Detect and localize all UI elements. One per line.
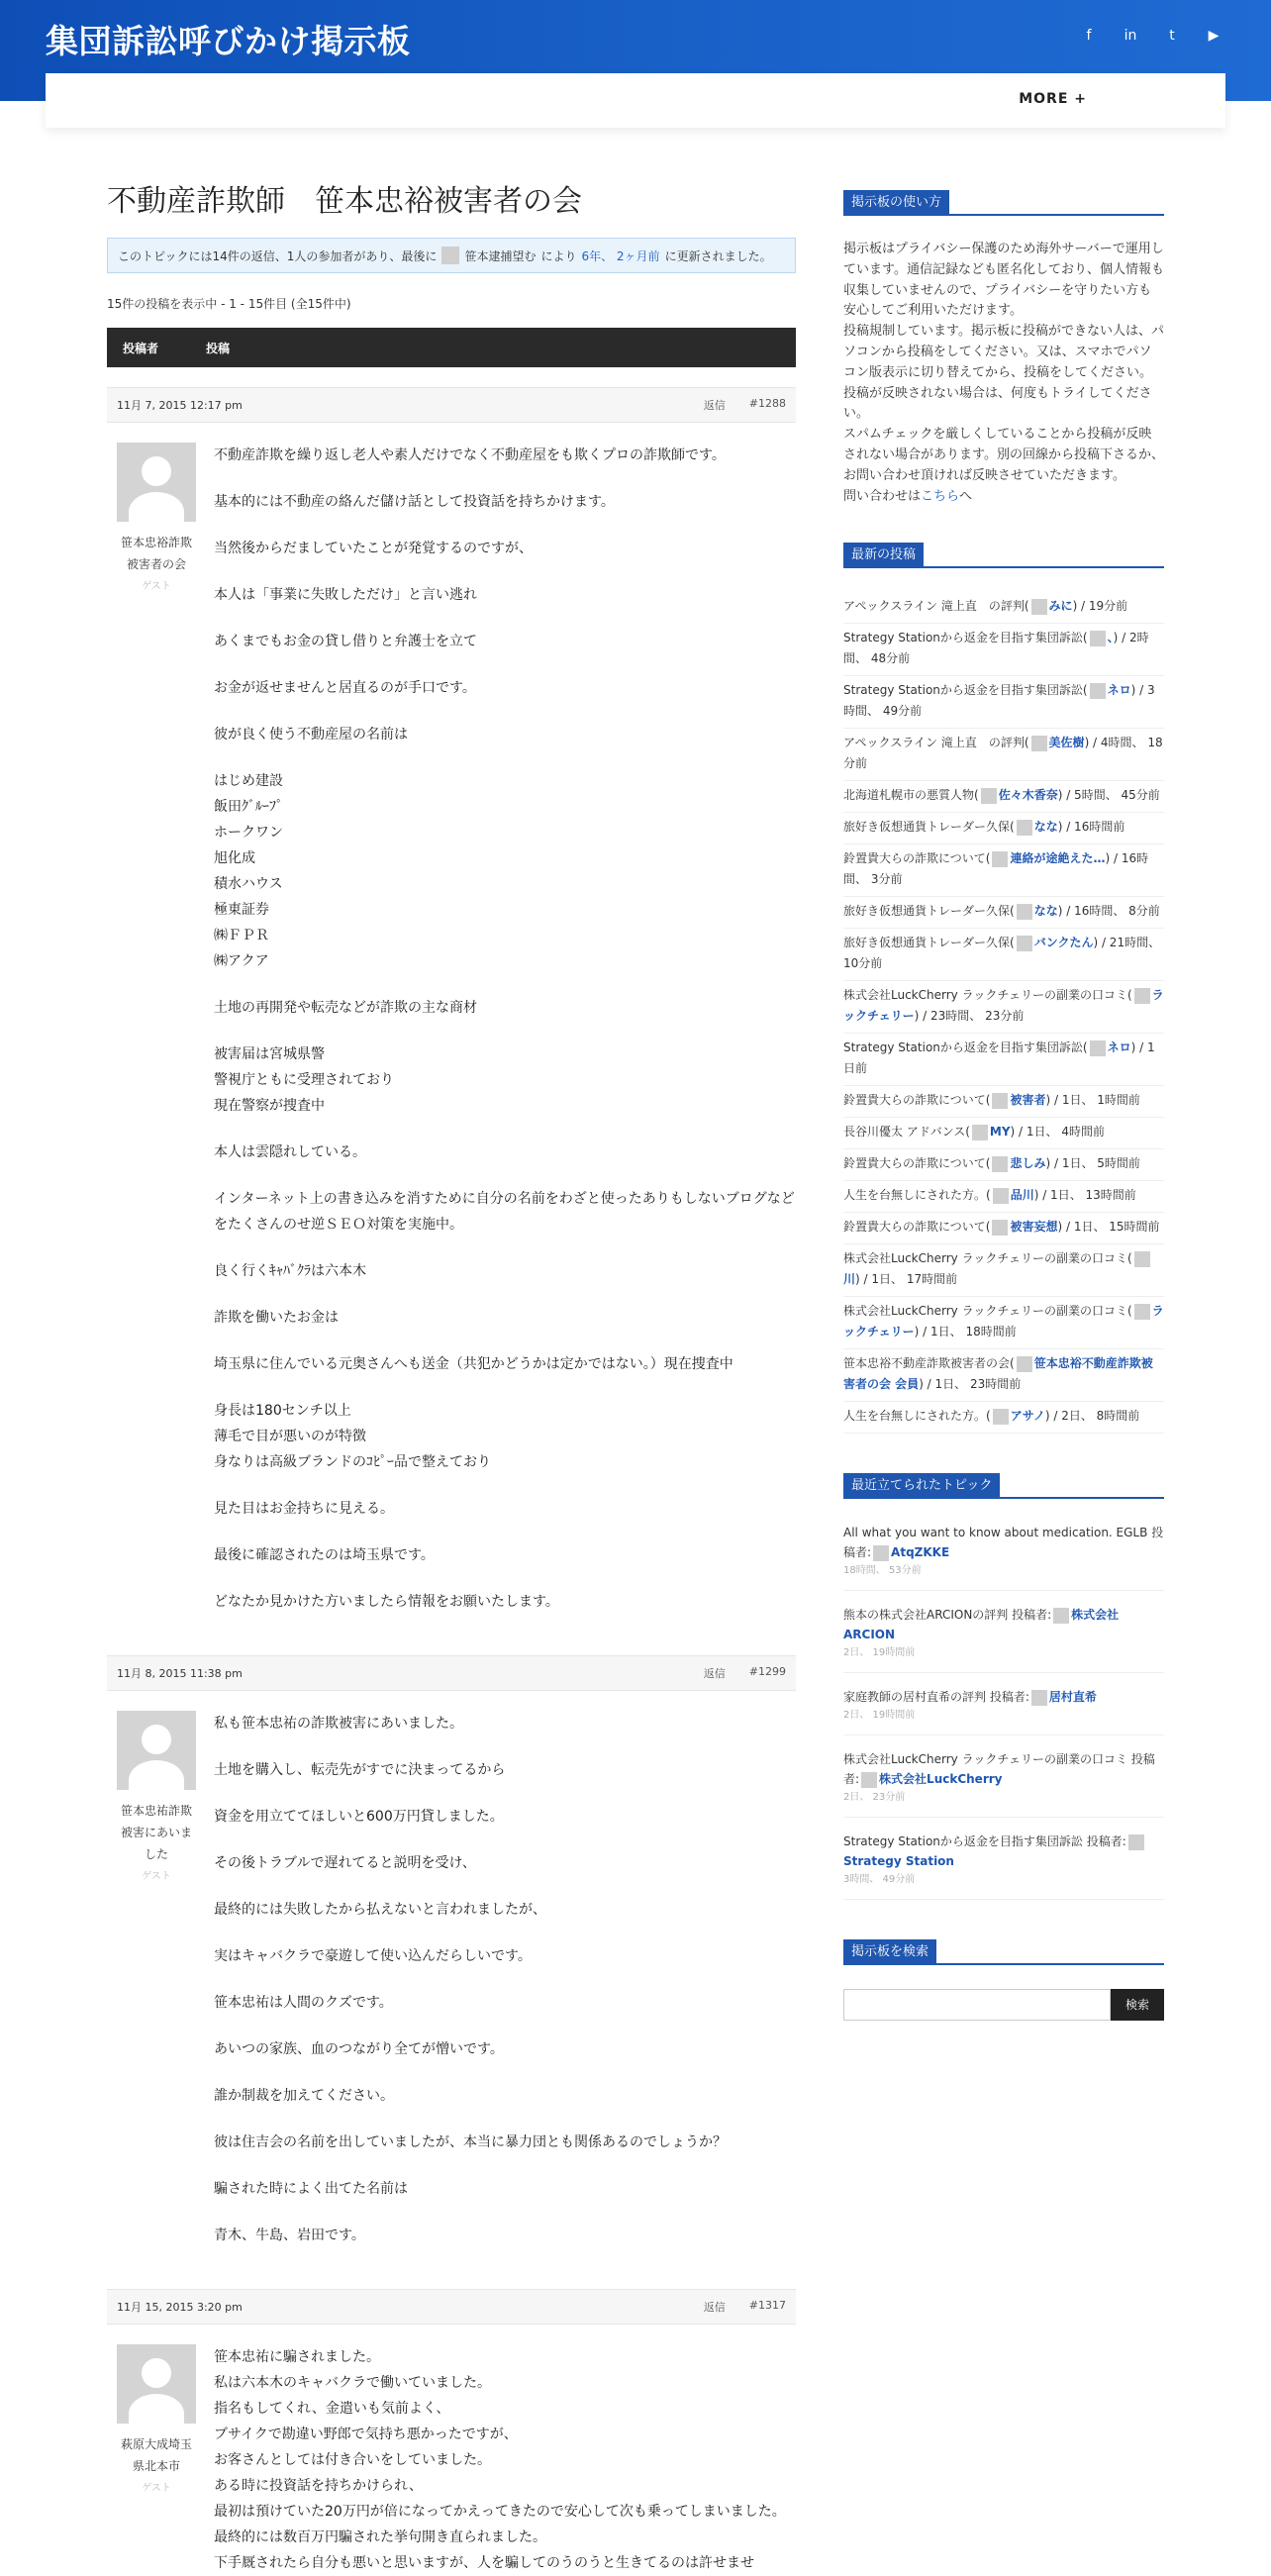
recent-post-item [843,929,1164,981]
recent-post-time: ) / 1日、 18時間前 [914,1325,1017,1339]
recent-post-topic[interactable]: 旅好き仮想通貨トレーダー久保( [843,936,1015,950]
post-paragraph: 最終的には数百万円騙された挙句開き直られました。 [214,2529,546,2545]
user-avatar [1031,599,1047,615]
post-count: 15件の投稿を表示中 - 1 - 15件目 (全15件中) [107,297,351,311]
post-paragraph: 下手厩されたら自分も悪いと思いますが、人を騙してのうのうと生きてるのは許せませ [214,2555,754,2571]
recent-post-user[interactable]: なな [1033,820,1058,835]
reply-link[interactable]: 返信 [703,399,726,412]
recent-post-user[interactable]: バンクたん [1033,936,1094,950]
recent-post-topic[interactable]: 旅好き仮想通貨トレーダー久保( [843,820,1015,835]
recent-post-time: ) / 1日、 15時間前 [1057,1220,1160,1235]
avatar[interactable] [117,443,196,522]
post-paragraph: 不動産詐欺を繰り返し老人や素人だけでなく不動産屋をも欺くプロの詐欺師です。 [214,447,726,463]
recent-post-time: ) / 2日、 8時間前 [1044,1409,1140,1424]
recent-topic-title[interactable]: Strategy Stationから返金を目指す集団訴訟 [843,1834,1083,1849]
user-avatar [1090,683,1106,699]
recent-post-user[interactable]: みに [1048,599,1073,614]
recent-post-item [843,897,1164,929]
topic-info-time[interactable]: 6年、 2ヶ月前 [581,248,660,263]
recent-post-item [843,1149,1164,1181]
reply-link[interactable]: 返信 [703,2301,726,2314]
post-date: 11月 7, 2015 12:17 pm [117,399,243,412]
recent-post-topic[interactable]: 旅好き仮想通貨トレーダー久保( [843,904,1015,919]
recent-post-time: ) / 1日、 17時間前 [855,1272,958,1287]
post-paragraph: お客さんとしては付き合いをしていました。 [214,2452,491,2468]
post [107,443,796,1635]
post-paragraph: 最後に確認されたのは埼玉県です。 [214,1547,435,1563]
search-form [843,1989,1164,2021]
recent-post-user[interactable]: ネロ [1107,683,1131,698]
recent-post-user[interactable]: ラックチェリー [843,988,1164,1024]
recent-post-time: ) / 3時間、 49分前 [843,683,1155,719]
post-paragraph: 最初は預けていた20万円が倍になってかえってきたので安心して次も乗ってしまいました。 [214,2504,786,2520]
post-paragraph: あくまでもお金の貸し借りと弁護士を立て [214,634,477,649]
recent-post-user[interactable]: ネロ [1107,1040,1131,1055]
recent-post-topic[interactable]: 鈴置貴大らの詐欺について( [843,1220,991,1235]
user-avatar [972,1125,988,1140]
user-avatar [992,1156,1008,1172]
post-paragraph: その後トラブルで遅れてると説明を受け、 [214,1855,476,1871]
post-meta [107,387,796,423]
recent-post-topic[interactable]: 人生を台無しにされた方。( [843,1409,991,1424]
post-paragraph: どなたか見かけた方いましたら情報をお願いたします。 [214,1594,559,1610]
user-avatar [1090,631,1106,646]
col-post: 投稿 [206,341,231,355]
recent-topic-by: 投稿者: [1086,1834,1126,1849]
facebook-icon[interactable]: f [1086,28,1092,44]
recent-post-topic[interactable]: Strategy Stationから返金を目指す集団訴訟( [843,683,1088,698]
topic-title: 不動産詐欺師 笹本忠裕被害者の会 [107,184,582,219]
recent-topic-item [843,1605,1164,1673]
recent-post-topic[interactable]: 鈴置貴大らの詐欺について( [843,851,991,866]
recent-post-user[interactable]: 悲しみ [1010,1156,1046,1171]
avatar[interactable] [117,2344,196,2424]
post-paragraph: 彼は住吉会の名前を出していましたが、本当に暴力団とも関係あるのでしょうか？ [214,2134,727,2150]
recent-topics-title: 最近立てられたトピック [843,1473,1000,1499]
sidebar [843,190,1164,2021]
post [107,1711,796,2269]
topic-info-by: により [540,248,577,263]
recent-post-user[interactable]: 川 [843,1272,856,1287]
recent-post-item [843,813,1164,844]
howto-widget-header [843,190,1164,216]
recent-topic-time: 2日、 19時間前 [843,1710,916,1722]
post-author [107,2344,206,2576]
recent-post-time: ) / 1日、 5時間前 [1045,1156,1140,1171]
user-avatar [1031,1690,1047,1706]
recent-post-item [843,1297,1164,1349]
recent-post-topic[interactable]: 笹本忠裕不動産詐欺被害者の会( [843,1356,1015,1371]
recent-post-topic[interactable]: 鈴置貴大らの詐欺について( [843,1156,991,1171]
post-meta [107,2289,796,2325]
post-paragraph: お金が返せませんと居直るのが手口です。 [214,680,476,696]
post-paragraph: 身長は180センチ以上 薄毛で目が悪いのが特徴 身なりは高級ブランドのｺﾋﾟｰ品で整えており [214,1403,491,1470]
recent-posts-title: 最新の投稿 [843,543,924,568]
contact-link[interactable]: こちら [921,488,960,504]
post-content [206,2344,796,2576]
post-paragraph: 見た目はお金持ちに見える。 [214,1501,394,1517]
recent-post-topic[interactable]: 長谷川優太 アドバンス( [843,1125,970,1139]
recent-post-user[interactable]: 、 [1107,631,1114,645]
post-paragraph: 誰か制裁を加えてください。 [214,2088,394,2104]
post-content [206,1711,796,2269]
post-paragraph: はじめ建設 飯田ｸﾞﾙｰﾌﾟ ホークワン 旭化成 積水ハウス 極東証券 ㈱ＦＰＲ ㈱アクア [214,773,283,969]
recent-post-topic[interactable]: Strategy Stationから返金を目指す集団訴訟( [843,1040,1088,1055]
recent-post-time: ) / 2時間、 48分前 [843,631,1149,666]
post-paragraph: 笹本忠祐は人間のクズです。 [214,1995,393,2011]
author-role: ゲスト [142,581,171,592]
recent-post-time: ) / 16時間、 8分前 [1057,904,1160,919]
post-meta [107,1655,796,1691]
twitter-icon[interactable]: t [1169,28,1175,44]
recent-post-item [843,1118,1164,1149]
recent-post-topic[interactable]: 北海道札幌市の悪質人物( [843,788,979,803]
recent-post-user[interactable]: 連絡が途絶えた… [1010,851,1106,866]
search-widget-header [843,1939,1164,1965]
post-paragraph: 騙された時によく出てた名前は [214,2181,408,2197]
recent-post-user[interactable]: アサノ [1010,1409,1045,1424]
recent-post-topic[interactable]: Strategy Stationから返金を目指す集団訴訟( [843,631,1088,645]
recent-posts-header [843,543,1164,568]
recent-post-time: ) / 23時間、 23分前 [914,1009,1025,1024]
author-role: ゲスト [142,1871,171,1882]
recent-topic-title[interactable]: 家庭教師の居村直希の評判 [843,1690,987,1705]
recent-topic-user[interactable]: 株式会社ARCION [843,1608,1120,1642]
recent-post-user[interactable]: 美佐樹 [1048,736,1085,750]
post-paragraph: 笹本忠祐に騙されました。 [214,2349,380,2365]
recent-post-item [843,1034,1164,1086]
recent-post-time: ) / 19分前 [1072,599,1128,614]
post-paragraph: 本人は「事業に失敗しただけ」と言い逃れ [214,587,477,603]
recent-post-topic[interactable]: 株式会社LuckCherry ラックチェリーの副業の口コミ( [843,1251,1132,1266]
user-avatar [993,1188,1009,1204]
post-paragraph: 当然後からだましていたことが発覚するのですが、 [214,541,533,556]
recent-post-user[interactable]: ラックチェリー [843,1304,1164,1339]
recent-post-time: ) / 1日、 4時間前 [1010,1125,1105,1139]
author-name[interactable]: 笹本忠祐詐欺被害にあいました [120,1804,192,1861]
user-avatar [1017,820,1032,836]
post-id-link[interactable]: #1299 [748,1665,786,1678]
recent-topic-user[interactable]: 株式会社LuckCherry [879,1772,1003,1787]
recent-post-item [843,1181,1164,1213]
recent-post-item [843,592,1164,624]
recent-post-item [843,729,1164,781]
recent-post-item [843,676,1164,729]
recent-topic-by: 投稿者: [1012,1608,1052,1623]
post-paragraph: 土地の再開発や転売などが詐欺の主な商材 [214,1000,477,1016]
user-avatar [993,1409,1009,1425]
recent-post-time: ) / 1日、 23時間前 [919,1377,1022,1392]
recent-topics-list [843,1523,1164,1900]
recent-post-time: ) / 16時間、 3分前 [843,851,1149,887]
user-avatar [1134,1304,1150,1320]
topic-info-user[interactable]: 笹本逮捕望む [464,248,537,263]
recent-post-item [843,981,1164,1034]
post-id-link[interactable]: #1288 [748,397,786,410]
search-button[interactable]: 検索 [1111,1989,1164,2021]
howto-widget-title: 掲示板の使い方 [843,190,949,216]
recent-topic-time: 2日、 23分前 [843,1792,906,1804]
topic-info-end: に更新されました。 [664,248,772,263]
post-author [107,1711,206,2269]
recent-post-user[interactable]: 被害妄想 [1010,1220,1058,1235]
recent-post-topic[interactable]: 株式会社LuckCherry ラックチェリーの副業の口コミ( [843,988,1132,1003]
search-input[interactable] [843,1989,1111,2021]
user-avatar [1134,988,1150,1004]
contact-suffix: へ [959,488,973,504]
post-paragraph: インターネット上の書き込みを消すために自分の名前をわざと使ったありもしないブログなどをたくさんのせ逆ＳＥＯ対策を実施中。 [214,1191,795,1233]
post-paragraph: 最終的には失敗したから払えないと言われましたが、 [214,1902,546,1918]
author-name[interactable]: 笹本忠裕詐欺被害者の会 [120,536,192,571]
recent-topic-time: 3時間、 49分前 [843,1874,916,1886]
recent-topic-user[interactable]: 居村直希 [1048,1690,1097,1705]
posts-table-header [107,328,796,367]
recent-post-user[interactable]: MY [989,1125,1011,1139]
recent-post-item [843,844,1164,897]
recent-post-user[interactable]: 笹本忠裕不動産詐欺被害者の会 会員 [843,1356,1153,1392]
reply-link[interactable]: 返信 [703,1667,726,1680]
recent-topic-item [843,1749,1164,1818]
user-avatar [1017,1356,1032,1372]
recent-post-topic[interactable]: 人生を台無しにされた方。( [843,1188,991,1203]
recent-topic-by: 投稿者: [989,1690,1029,1705]
recent-topic-title[interactable]: 株式会社LuckCherry ラックチェリーの副業の口コミ [843,1752,1127,1767]
user-avatar [861,1772,877,1788]
avatar[interactable] [117,1711,196,1790]
post-paragraph: 埼玉県に住んでいる元奥さんへも送金（共犯かどうかは定かではない。）現在捜査中 [214,1356,733,1372]
recent-topic-item [843,1523,1164,1591]
post [107,2344,796,2576]
post-author [107,443,206,1635]
recent-post-time: ) / 5時間、 45分前 [1057,788,1160,803]
recent-post-time: ) / 4時間、 18分前 [843,736,1163,771]
author-name[interactable]: 萩原大成埼玉県北本市 [120,2437,192,2473]
recent-post-item [843,1244,1164,1297]
posts-list [107,387,796,2576]
post-paragraph: 基本的には不動産の絡んだ儲け話として投資話を持ちかけます。 [214,494,615,510]
author-role: ゲスト [142,2483,171,2494]
post-date: 11月 8, 2015 11:38 pm [117,1667,243,1680]
user-avatar [981,788,997,804]
recent-post-topic[interactable]: アペックスライン 滝上直 の評判( [843,736,1029,750]
post-paragraph: 資金を用立ててほしいと600万円貸しました。 [214,1809,504,1825]
recent-post-item [843,1349,1164,1402]
topic-info-text: このトピックには14件の返信、1人の参加者があり、最後に [118,248,438,263]
post-paragraph: 本人は雲隠れしている。 [214,1144,366,1160]
recent-post-time: ) / 21時間、 10分前 [843,936,1161,971]
post-paragraph: 実はキャバクラで豪遊して使い込んだらしいです。 [214,1948,532,1964]
contact-prefix: 問い合わせは [843,488,922,504]
recent-topic-item [843,1832,1164,1900]
user-avatar [1090,1040,1106,1056]
contact-line [843,487,1164,508]
recent-topic-title[interactable]: 熊本の株式会社ARCIONの評判 [843,1608,1009,1623]
recent-post-item [843,781,1164,813]
post-date: 11月 15, 2015 3:20 pm [117,2301,243,2314]
user-avatar [1017,904,1032,920]
recent-post-time: ) / 1日、 13時間前 [1033,1188,1136,1203]
post-paragraph: 良く行くｷｬﾊﾞｸﾗは六本木 [214,1263,366,1279]
recent-post-time: ) / 16時間前 [1057,820,1125,835]
post-paragraph: ある時に投資話を持ちかけられ、 [214,2478,423,2494]
recent-topic-time: 2日、 19時間前 [843,1647,916,1659]
nav-bar [46,73,1225,128]
recent-post-item [843,1213,1164,1244]
recent-topic-user[interactable]: AtqZKKE [891,1545,950,1560]
post-paragraph: 被害届は宮城県警 警視庁ともに受理されており 現在警察が捜査中 [214,1046,394,1114]
recent-topic-item [843,1687,1164,1735]
recent-topic-user[interactable]: Strategy Station [843,1854,954,1869]
user-avatar [1134,1251,1150,1267]
recent-post-user[interactable]: 被害者 [1010,1093,1046,1108]
youtube-icon[interactable]: ▶ [1208,28,1220,44]
post-content [206,443,796,1635]
recent-posts-list [843,592,1164,1434]
main-content [107,176,796,2576]
recent-post-user[interactable]: 佐々木香奈 [998,788,1058,803]
user-avatar [873,1545,889,1561]
recent-post-time: ) / 1日前 [843,1040,1155,1076]
post-paragraph: 私は六本木のキャバクラで働いていました。 [214,2375,491,2391]
recent-post-user[interactable]: 品川 [1010,1188,1034,1203]
recent-post-user[interactable]: なな [1033,904,1058,919]
recent-post-topic[interactable]: 株式会社LuckCherry ラックチェリーの副業の口コミ( [843,1304,1132,1319]
search-widget-title: 掲示板を検索 [843,1939,936,1965]
col-author: 投稿者 [123,341,159,355]
recent-topic-by: 投稿者: [843,1526,1164,1560]
howto-body: 掲示板はプライバシー保護のため海外サーバーで運用しています。通信記録なども匿名化しており、個人情報も収集していませんので、プライバシーを守りたい方も安心してご利用いただけます。 投稿規制しています。掲示板に投稿ができない人は、パソコンから投稿をしてください。又は、スマホでパソコン版表示に切り替えてから、投稿をしてください。 投稿が反映されない場合は、何度もトライしてください。 スパムチェックを厳しくしていることから投稿が反映されない場合があります。別の回線から投稿下さるか、お問い合わせ頂ければ反映させていただきます。 [843,242,1164,483]
recent-topic-time: 18時間、 53分前 [843,1565,922,1577]
user-avatar [1128,1834,1144,1850]
recent-topics-header [843,1473,1164,1499]
howto-text [843,240,1164,507]
recent-post-topic[interactable]: アペックスライン 滝上直 の評判( [843,599,1029,614]
post-paragraph: 私も笹本忠祐の詐欺被害にあいました。 [214,1716,463,1732]
user-avatar [441,247,459,264]
post-paragraph: 土地を購入し、転売先がすでに決まってるから [214,1762,506,1778]
post-paragraph: 彼が良く使う不動産屋の名前は [214,727,408,743]
site-title[interactable]: 集団訴訟呼びかけ掲示板 [46,22,411,60]
post-id-link[interactable]: #1317 [748,2299,786,2312]
recent-post-topic[interactable]: 鈴置貴大らの詐欺について( [843,1093,991,1108]
recent-topic-by: 投稿者: [843,1752,1155,1787]
post-paragraph: あいつの家族、血のつながり全てが憎いです。 [214,2041,504,2057]
linkedin-icon[interactable]: in [1124,28,1137,44]
topic-info-notice [107,238,796,273]
user-avatar [992,1093,1008,1109]
user-avatar [1053,1608,1069,1624]
more-menu-button[interactable]: MORE + [1019,91,1087,107]
post-paragraph: 青木、牛島、岩田です。 [214,2228,365,2243]
user-avatar [992,1220,1008,1236]
recent-post-item [843,1402,1164,1434]
recent-topic-title[interactable]: All what you want to know about medication. EGLB [843,1526,1148,1540]
recent-post-item [843,624,1164,676]
user-avatar [1017,936,1032,951]
post-paragraph: 指名もしてくれ、金遣いも気前よく、 [214,2401,450,2417]
post-paragraph: ブサイクで勘違い野郎で気持ち悪かったですが、 [214,2427,518,2442]
post-paragraph: 詐欺を働いたお金は [214,1310,339,1326]
recent-post-time: ) / 1日、 1時間前 [1045,1093,1140,1108]
recent-post-item [843,1086,1164,1118]
social-links [1077,24,1225,48]
user-avatar [1031,736,1047,751]
user-avatar [992,851,1008,867]
